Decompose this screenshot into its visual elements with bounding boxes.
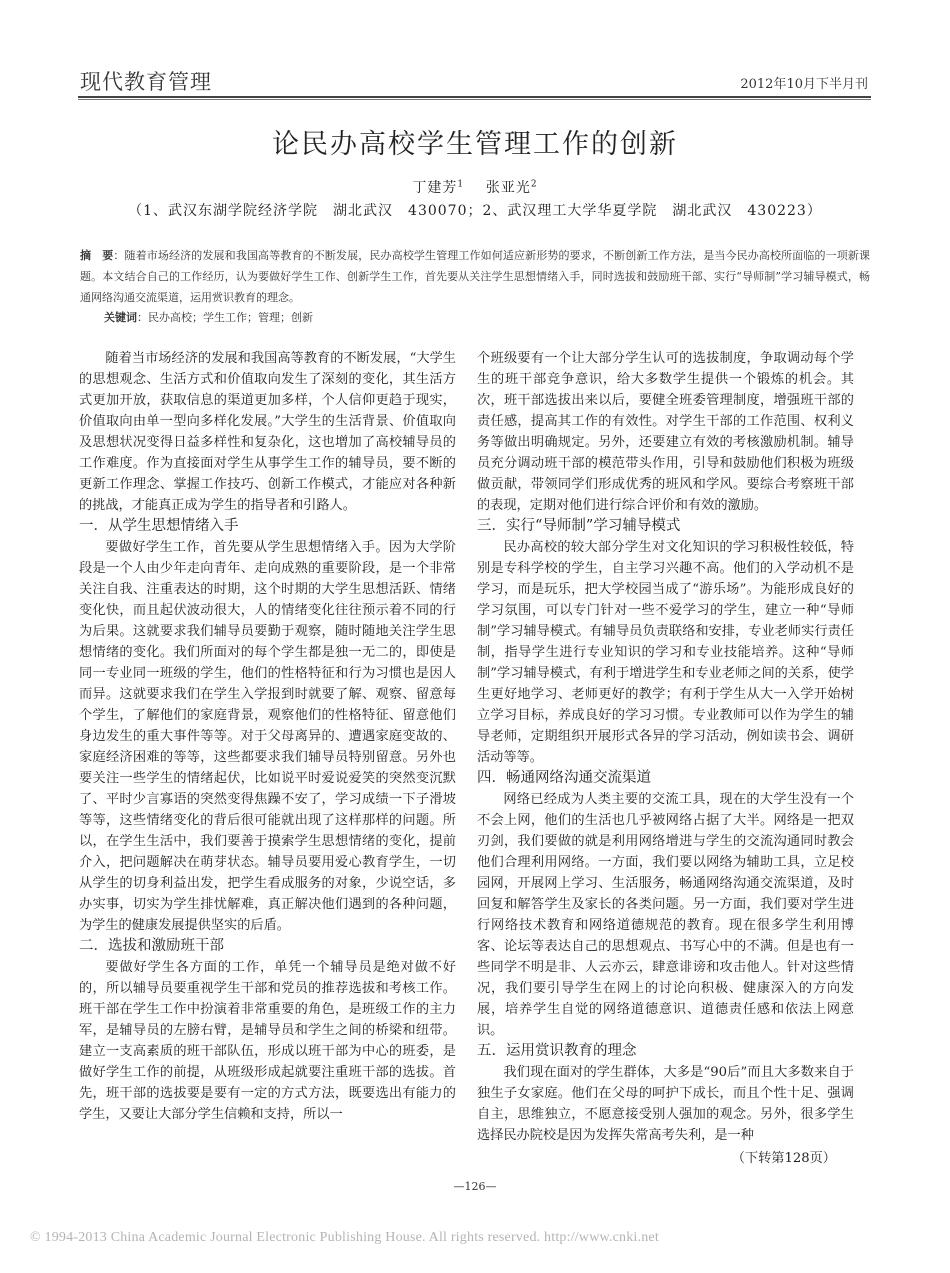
section-4-paragraph: 网络已经成为人类主要的交流工具，现在的大学生没有一个不会上网，他们的生活也几乎被网络占据了大半。网络是一把双刃剑，我们要做的就是利用网络增进与学生的交流沟通同时教会他们合理利用网络。一方面，我们要以网络为辅助工具，立足校园网，开展网上学习、生活服务，畅通网络沟通交流渠道，及时回复和解答学生及家长的各类问题。另一方面，我们要对学生进行网络技术教育和网络道德规范的教育。现在很多学生利用博客、论坛等表达自己的思想观点、书写心中的不满。但是也有一些同学不明是非、人云亦云，肆意诽谤和攻击他人。针对这些情况，我们要引导学生在网上的讨论向积极、健康深入的方向发展，培养学生自觉的网络道德意识、道德责任感和依法上网意识。 <box>477 792 854 1038</box>
keywords-text: ：民办高校；学生工作；管理；创新 <box>137 311 313 324</box>
abstract-label: 摘 要 <box>80 249 114 262</box>
section-3-paragraph: 民办高校的较大部分学生对文化知识的学习积极性较低，特别是专科学校的学生，自主学习兴趣不高。他们的入学动机不是学习，而是玩乐，把大学校园当成了“游乐场”。为能形成良好的学习氛围，可以专门针对一些不爱学习的学生，建立一种“导师制”学习辅导模式。有辅导员负责联络和安排，专业老师实行责任制，指导学生进行专业知识的学习和专业技能培养。这种“导师制”学习辅导模式，有利于增进学生和专业老师之间的关系，使学生更好地学习、老师更好的教学；有利于学生从大一入学开始树立学习目标，养成良好的学习习惯。专业教师可以作为学生的辅导老师，定期组织开展形式各异的学习活动，例如读书会、调研活动等等。 <box>477 540 854 765</box>
header-rule <box>78 96 871 98</box>
author-1: 丁建芳 <box>412 180 458 196</box>
keywords <box>104 309 870 327</box>
section-heading-4: 四．畅通网络沟通交流渠道 <box>477 770 651 786</box>
copyright-footer: © 1994-2013 China Academic Journal Electronic Publishing House. All rights reserved. http://www.cnki.net <box>30 1230 659 1245</box>
continued-note: （下转第128页） <box>731 1151 836 1166</box>
article-title: 论民办高校学生管理工作的创新 <box>272 129 678 160</box>
header-rule-thin <box>78 99 871 100</box>
page-number: —126— <box>453 1180 497 1193</box>
author-2-sup: 2 <box>530 179 538 190</box>
affiliations: （1、武汉东湖学院经济学院 湖北武汉 430070；2、武汉理工大学华夏学院 湖北武汉 430223） <box>128 203 822 219</box>
section-heading-2: 二．选拔和激励班干部 <box>79 938 224 954</box>
left-column <box>79 348 456 1125</box>
right-column <box>477 348 854 1169</box>
section-heading-1: 一．从学生思想情绪入手 <box>79 518 239 534</box>
section-heading-3: 三．实行“导师制”学习辅导模式 <box>477 518 681 534</box>
intro-paragraph: 随着当市场经济的发展和我国高等教育的不断发展，“大学生的思想观念、生活方式和价值取向发生了深刻的变化，其生活方式更加开放，获取信息的渠道更加多样，个人信仰更趋于现实，价值取向由单一型向多样化发展。”大学生的生活背景、价值取向及思想状况变得日益多样性和复杂化，这也增加了高校辅导员的工作难度。作为直接面对学生从事学生工作的辅导员，要不断的更新工作理念、掌握工作技巧、创新工作模式，才能应对各种新的挑战，才能真正成为学生的指导者和引路人。 <box>79 351 456 513</box>
abstract <box>80 245 870 308</box>
section-heading-5: 五．运用赏识教育的理念 <box>477 1043 637 1059</box>
section-1-paragraph: 要做好学生工作，首先要从学生思想情绪入手。因为大学阶段是一个人由少年走向青年、走向成熟的重要阶段，是一个非常关注自我、注重表达的时期，这个时期的大学生思想活跃、情绪变化快，而且起伏波动很大，人的情绪变化往往预示着不同的行为后果。这就要求我们辅导员要勤于观察，随时随地关注学生思想情绪的变化。我们所面对的每个学生都是独一无二的，即使是同一专业同一班级的学生，他们的性格特征和行为习惯也是因人而异。这就要求我们在学生入学报到时就要了解、观察、留意每个学生，了解他们的家庭背景，观察他们的性格特征、留意他们身边发生的重大事件等等。对于父母离异的、遭遇家庭变故的、家庭经济困难的等等，这些都要求我们辅导员特别留意。另外也要关注一些学生的情绪起伏，比如说平时爱说爱笑的突然变沉默了、平时少言寡语的突然变得焦躁不安了，学习成绩一下子滑坡等等，这些情绪变化的背后很可能就出现了这样那样的问题。所以，在学生生活中，我们要善于摸索学生思想情绪的变化，提前介入，把问题解决在萌芽状态。辅导员要用爱心教育学生，一切从学生的切身利益出发，把学生看成服务的对象，少说空话，多办实事，切实为学生排忧解难，真正解决他们遇到的各种问题，为学生的健康发展提供坚实的后盾。 <box>79 540 456 933</box>
keywords-label: 关键词 <box>104 311 137 324</box>
section-2-paragraph: 要做好学生各方面的工作，单凭一个辅导员是绝对做不好的，所以辅导员要重视学生干部和党员的推荐选拔和考核工作。班干部在学生工作中扮演着非常重要的角色，是班级工作的主力军，是辅导员的左膀右臂，是辅导员和学生之间的桥梁和纽带。建立一支高素质的班干部队伍，形成以班干部为中心的班委，是做好学生工作的前提，从班级形成起就要注重班干部的选拔。首先，班干部的选拔要是要有一定的方式方法，既要选出有能力的学生，又要让大部分学生信赖和支持，所以一 <box>79 960 456 1122</box>
author-line <box>0 177 950 197</box>
issue-date: 2012年10月下半月刊 <box>740 77 868 92</box>
section-5-paragraph: 我们现在面对的学生群体，大多是“90后”而且大多数来自于独生子女家庭。他们在父母的呵护下成长，而且个性十足、强调自主，思维独立，不愿意接受别人强加的观念。另外，很多学生选择民办院校是因为发挥失常高考失利，是一种 <box>477 1065 854 1143</box>
section-2-paragraph-continued: 个班级要有一个让大部分学生认可的选拔制度，争取调动每个学生的班干部竞争意识，给大多数学生提供一个锻炼的机会。其次，班干部选拔出来以后，要健全班委管理制度，增强班干部的责任感，提高其工作的有效性。对学生干部的工作范围、权利义务等做出明确规定。另外，还要建立有效的考核激励机制。辅导员充分调动班干部的模范带头作用，引导和鼓励他们积极为班级做贡献，带领同学们形成优秀的班风和学风。要综合考察班干部的表现，定期对他们进行综合评价和有效的激励。 <box>477 351 854 513</box>
journal-name: 现代教育管理 <box>80 70 212 94</box>
author-2: 张亚光 <box>485 180 531 196</box>
author-1-sup: 1 <box>457 179 465 190</box>
abstract-text: ：随着市场经济的发展和我国高等教育的不断发展，民办高校学生管理工作如何适应新形势的要求，不断创新工作方法，是当今民办高校所面临的一项新课题。本文结合自己的工作经历，认为要做好学生工作、创新学生工作，首先要从关注学生思想情绪入手，同时选拔和鼓励班干部、实行“导师制”学习辅导模式，畅通网络沟通交流渠道，运用赏识教育的理念。 <box>80 249 870 304</box>
